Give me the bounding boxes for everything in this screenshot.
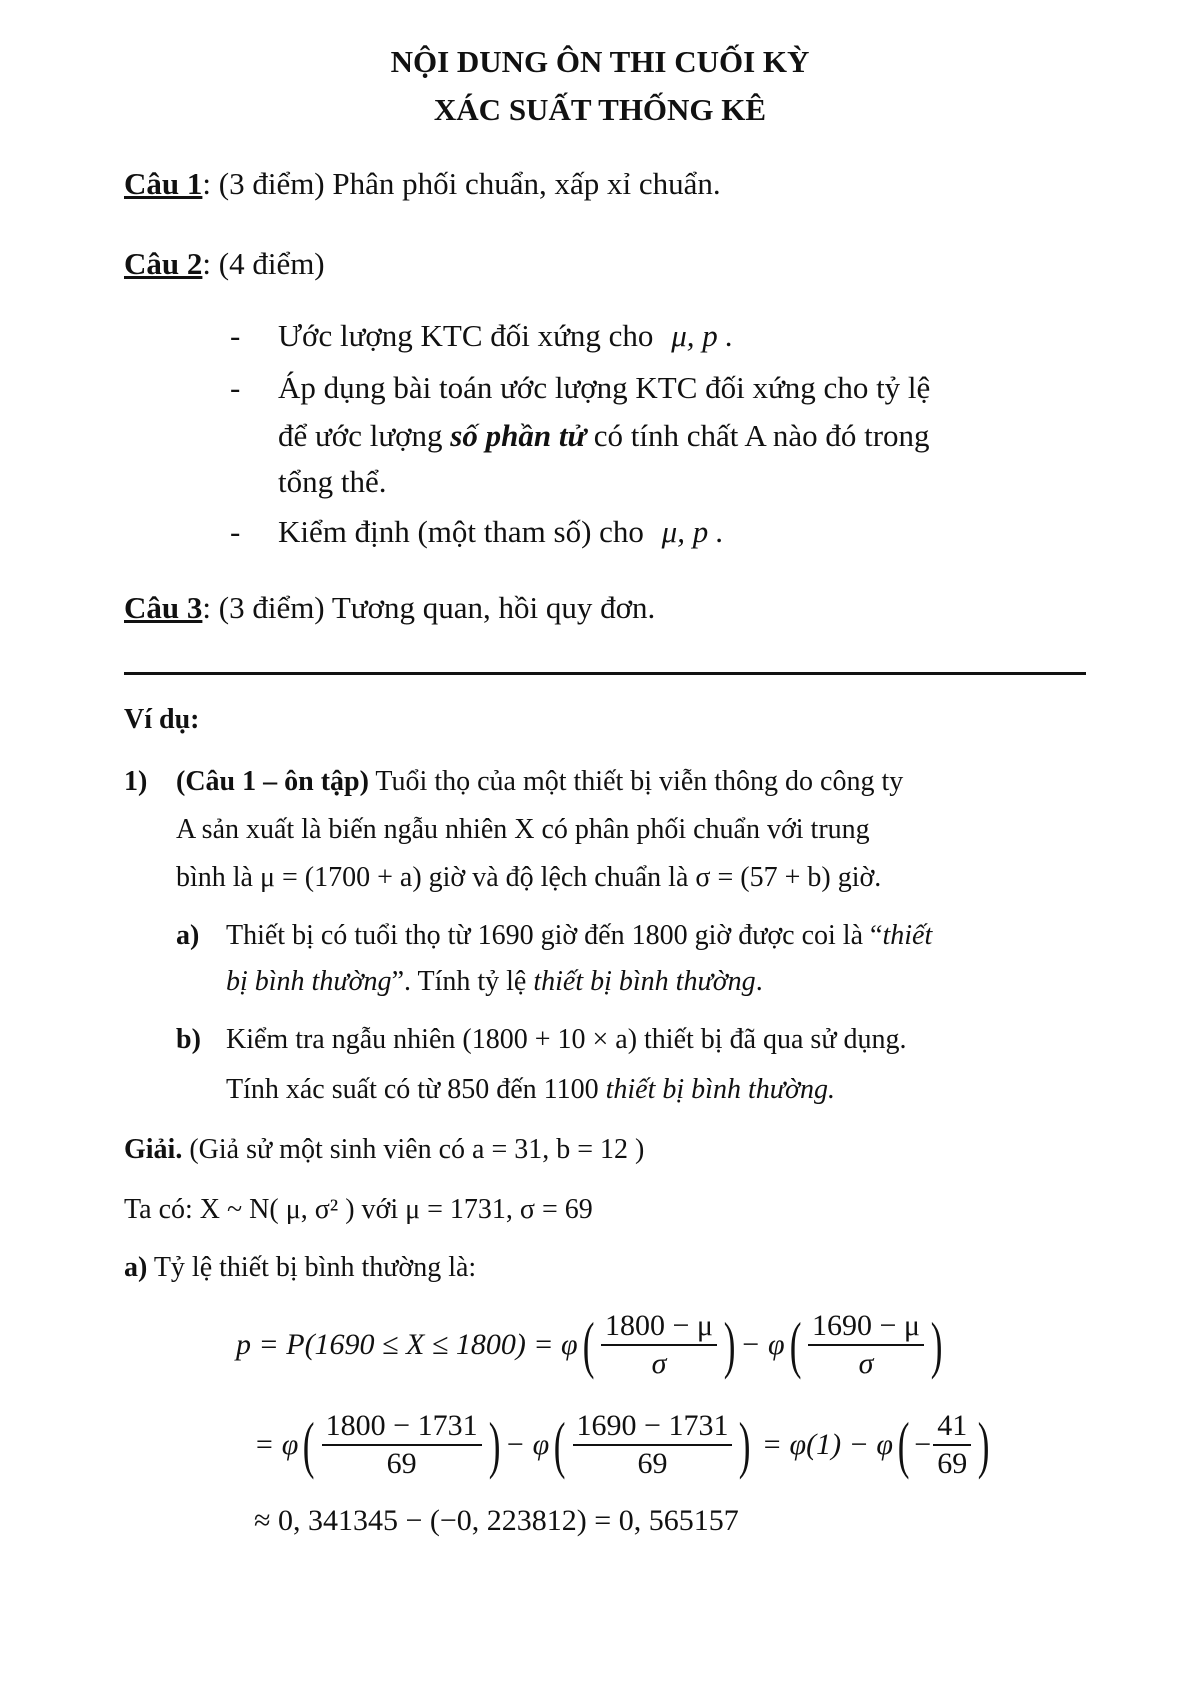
example-number: 1) [124,766,148,797]
formula-line2 [254,1408,995,1482]
document-title-line2: XÁC SUẤT THỐNG KÊ [433,92,767,127]
solution-intro [124,1134,644,1166]
q2-bullet-2-line1: Áp dụng bài toán ước lượng KTC đối xứng cho tỷ lệ [278,370,931,405]
example-line2: A sản xuất là biến ngẫu nhiên X có phân phối chuẩn với trung [176,814,870,845]
solution-part-a [124,1252,476,1284]
right-paren: ) [739,1409,751,1480]
q2-bullet-3-math: μ, p . [661,514,724,549]
fraction-denominator: σ [858,1347,874,1380]
part-a-label: a) [176,920,200,951]
formula-minus-sign: − [914,1428,932,1461]
q2-bullet-1-dash: - [230,318,241,353]
fraction-denominator: 69 [637,1447,668,1480]
part-b-label: b) [176,1024,201,1055]
right-paren: ) [488,1409,501,1480]
formula-fraction-4 [573,1408,733,1482]
formula-line1-lhs: p = P(1690 ≤ X ≤ 1800) = φ [236,1328,578,1361]
part-a-line2-em: bị bình thường [226,966,392,997]
part-a-line2-mid: ”. Tính tỷ lệ [391,966,534,997]
q2-bullet-3 [278,514,724,550]
question-3-text: : (3 điểm) Tương quan, hồi quy đơn. [202,590,656,625]
formula-line2-mid: − φ [504,1428,550,1461]
part-a-line1 [226,920,932,952]
formula-fraction-1 [601,1308,717,1382]
left-paren: ( [582,1309,595,1380]
left-paren: ( [897,1409,910,1480]
question-3 [124,590,655,626]
formula-fraction-3 [322,1408,482,1482]
fraction-denominator: σ [651,1347,667,1380]
formula-line2-rhs: = φ(1) − φ [761,1428,893,1461]
right-paren: ) [723,1309,736,1380]
formula-line2-lhs: = φ [254,1428,299,1461]
solution-distribution: Ta có: X ~ N( μ, σ² ) với μ = 1731, σ = 69 [124,1194,593,1225]
q2-bullet-2-dash: - [230,370,241,405]
formula-fraction-2 [808,1308,924,1382]
left-paren: ( [303,1409,315,1480]
section-divider [124,672,1086,675]
formula-fraction-5 [933,1408,971,1482]
formula-line3: ≈ 0, 341345 − (−0, 223812) = 0, 565157 [254,1504,739,1537]
part-a-line2-end: . [755,966,763,997]
solution-text: (Giả sử một sinh viên có a = 31, b = 12 ) [182,1134,645,1165]
fraction-numerator: 41 [933,1408,971,1446]
question-2 [124,246,325,282]
fraction-denominator: 69 [386,1447,417,1480]
part-a-line1-em: thiết [882,920,933,951]
solution-part-a-text: Tỷ lệ thiết bị bình thường là: [147,1252,477,1283]
example-line1 [176,766,903,798]
example-line3: bình là μ = (1700 + a) giờ và độ lệch chuẩn là σ = (57 + b) giờ. [176,862,882,893]
part-b-line2-em: thiết bị bình thường. [605,1074,835,1105]
question-2-text: : (4 điểm) [202,246,325,281]
right-paren: ) [977,1409,990,1480]
solution-part-a-label: a) [124,1252,148,1283]
part-a-line2-em2: thiết bị bình thường [533,966,756,997]
fraction-numerator: 1690 − μ [808,1308,924,1346]
question-2-label: Câu 2 [124,246,203,281]
solution-label: Giải. [124,1134,183,1165]
question-1-label: Câu 1 [124,166,203,201]
fraction-numerator: 1800 − μ [601,1308,717,1346]
q2-bullet-2-line3: tổng thể. [278,464,387,499]
formula-line1 [236,1308,947,1382]
part-a-line2 [226,966,763,998]
left-paren: ( [789,1309,802,1380]
q2-bullet-3-dash: - [230,514,241,549]
part-a-line1-text: Thiết bị có tuổi thọ từ 1690 giờ đến 1800 giờ được coi là “ [226,920,883,951]
q2-bullet-2-line2 [278,418,930,454]
formula-line1-mid: − φ [740,1328,785,1361]
part-b-line2-text: Tính xác suất có từ 850 đến 1100 [226,1074,606,1105]
right-paren: ) [930,1309,943,1380]
q2-bullet-2-post: có tính chất A nào đó trong [593,418,930,453]
example-lead: (Câu 1 – ôn tập) [176,766,369,797]
example-line1-text: Tuổi thọ của một thiết bị viễn thông do công ty [375,766,904,797]
fraction-numerator: 1800 − 1731 [322,1408,482,1446]
part-b-line2 [226,1074,835,1106]
q2-bullet-1 [278,318,733,354]
q2-bullet-3-text: Kiểm định (một tham số) cho [278,514,644,549]
question-3-label: Câu 3 [124,590,203,625]
document-title-line1: NỘI DUNG ÔN THI CUỐI KỲ [390,44,810,79]
q2-bullet-1-math: μ, p . [671,318,734,353]
fraction-denominator: 69 [937,1447,968,1480]
fraction-numerator: 1690 − 1731 [573,1408,733,1446]
question-1-text: : (3 điểm) Phân phối chuẩn, xấp xỉ chuẩn. [202,166,721,201]
example-heading: Ví dụ: [124,704,200,735]
q2-bullet-2-pre: để ước lượng [278,418,443,453]
left-paren: ( [554,1409,566,1480]
q2-bullet-1-text: Ước lượng KTC đối xứng cho [278,318,654,353]
part-b-line1: Kiểm tra ngẫu nhiên (1800 + 10 × a) thiết bị đã qua sử dụng. [226,1024,907,1055]
q2-bullet-2-emphasis: số phần tử [450,418,587,453]
question-1 [124,166,721,202]
